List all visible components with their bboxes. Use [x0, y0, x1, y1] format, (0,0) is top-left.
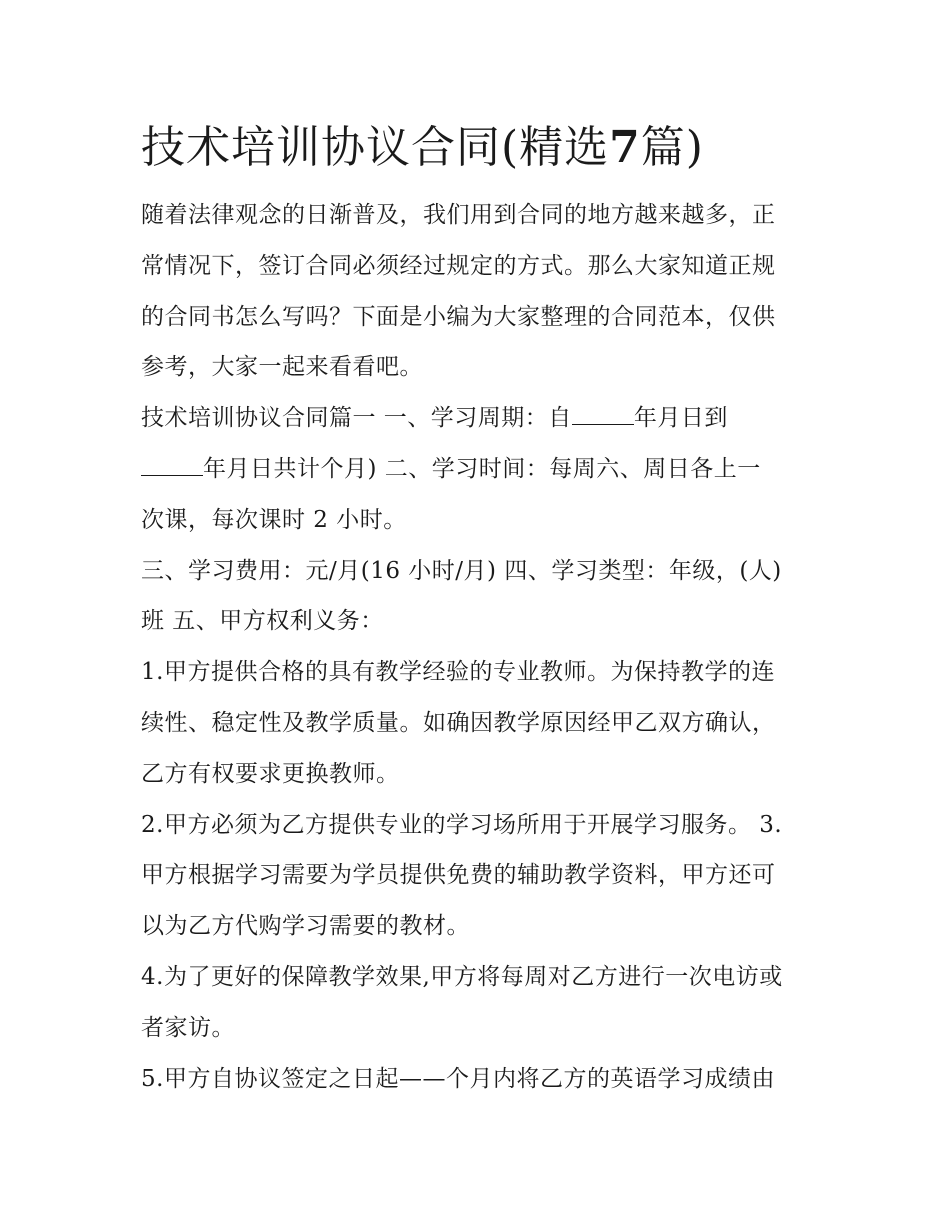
text-line: 者家访。	[141, 1014, 235, 1041]
document-title	[141, 112, 813, 184]
text-line: 1.甲方提供合格的具有教学经验的专业教师。为保持教学的连	[141, 659, 775, 686]
fill-in-blank	[572, 404, 634, 425]
text-line: 随着法律观念的日渐普及，我们用到合同的地方越来越多，正	[141, 202, 776, 228]
fee-paragraph	[141, 546, 813, 648]
text-line: 以为乙方代购学习需要的教材。	[141, 913, 470, 940]
text-line: 的合同书怎么写吗？下面是小编为大家整理的合同范本，仅供	[141, 303, 776, 330]
clause-4-paragraph	[141, 952, 813, 1054]
text-line	[141, 393, 813, 444]
text-segment: 年月日到	[633, 405, 728, 432]
document-page	[141, 112, 813, 1104]
text-line: 5.甲方自协议签定之日起——个月内将乙方的英语学习成绩由	[141, 1065, 775, 1092]
text-line: 次课，每次课时 2 小时。	[141, 506, 407, 533]
title-prefix: 技术培训协议合同(精选	[141, 122, 610, 173]
fill-in-blank	[141, 455, 203, 476]
text-line: 乙方有权要求更换教师。	[141, 760, 400, 787]
clause-5-paragraph	[141, 1054, 813, 1105]
text-line: 参考，大家一起来看看吧。	[141, 354, 423, 381]
intro-paragraph	[141, 190, 813, 393]
text-segment: 年月日共计个月) 二、学习时间：每周六、周日各上一	[203, 455, 761, 482]
title-number: 7	[609, 122, 641, 173]
text-line: 甲方根据学习需要为学员提供免费的辅助教学资料，甲方还可	[141, 862, 776, 889]
text-line: 2.甲方必须为乙方提供专业的学习场所用于开展学习服务。 3.	[141, 811, 783, 838]
clause-1-paragraph	[141, 647, 813, 799]
text-line: 4.为了更好的保障教学效果,甲方将每周对乙方进行一次电访或	[141, 963, 783, 990]
title-suffix: 篇)	[640, 122, 704, 173]
text-segment: 技术培训协议合同篇一 一、学习周期：自	[141, 405, 572, 432]
text-line: 常情况下，签订合同必须经过规定的方式。那么大家知道正规	[141, 252, 776, 279]
text-line: 续性、稳定性及教学质量。如确因教学原因经甲乙双方确认，	[141, 709, 776, 736]
period-paragraph	[141, 393, 813, 545]
text-line: 三、学习费用：元/月(16 小时/月) 四、学习类型：年级，(人)	[141, 557, 782, 584]
text-line	[141, 444, 813, 495]
clause-2-3-paragraph	[141, 800, 813, 952]
text-line: 班 五、甲方权利义务：	[141, 608, 384, 635]
